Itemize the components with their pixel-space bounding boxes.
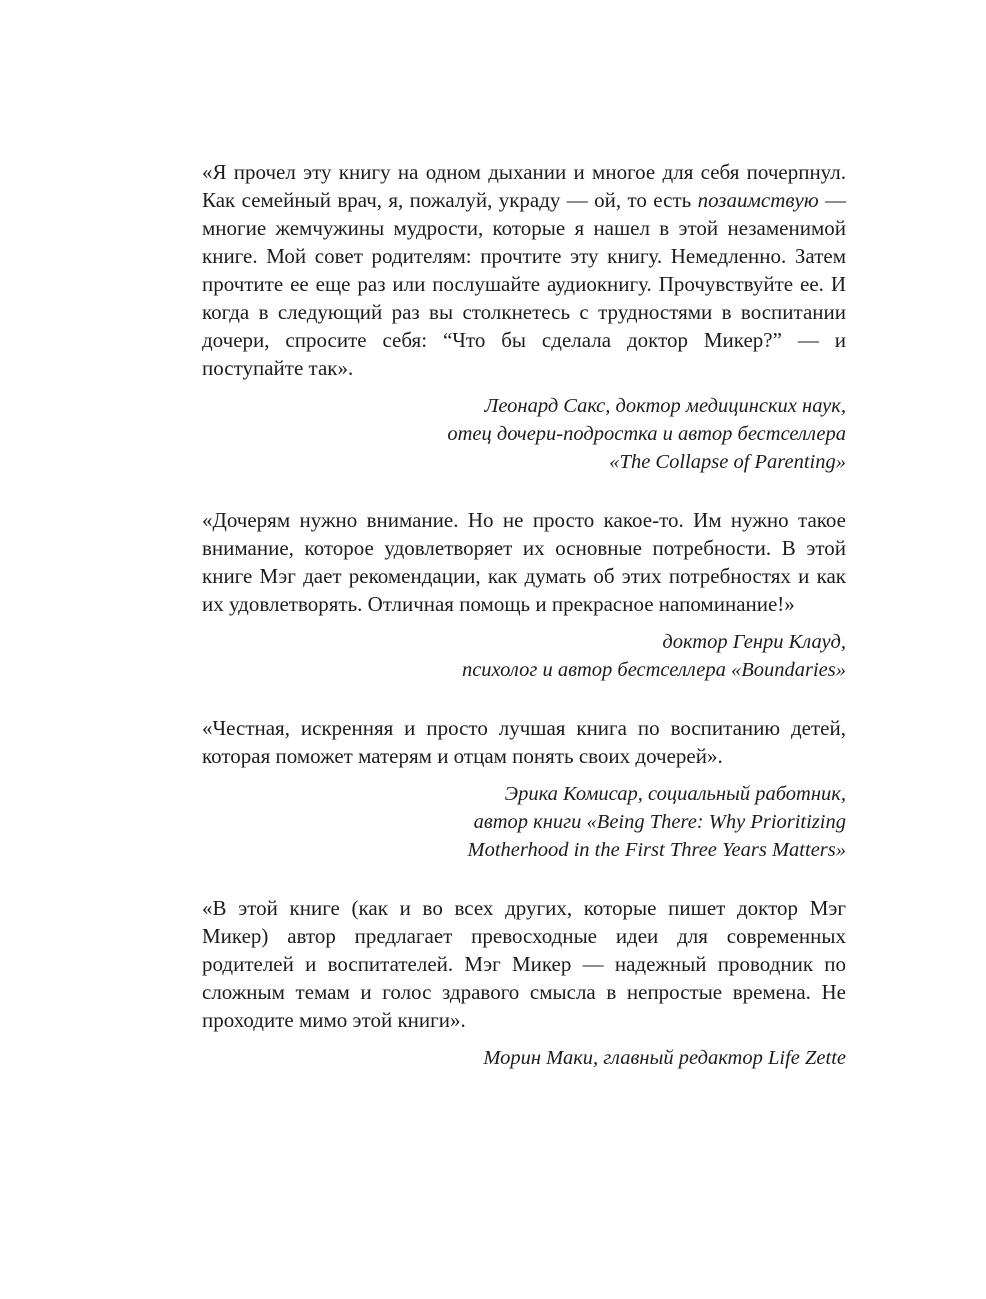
attribution-line: психолог и автор бестселлера «Boundaries» bbox=[461, 659, 846, 681]
quote-attribution bbox=[202, 392, 846, 476]
attribution-line: Морин Маки, главный редактор Life Zette bbox=[483, 1047, 846, 1069]
attribution-line: Леонард Сакс, доктор медицинских наук, bbox=[484, 395, 846, 417]
quote-text-part: «В этой книге (как и во всех других, которые пишет доктор Мэг Микер) автор предлагает превосходные идеи для современных родителей и воспитателей. Мэг Микер — надежный проводник по сложным темам и голос здравого смысла в непростые времена. Не проходите мимо этой книги». bbox=[202, 896, 846, 1032]
attribution-line: «The Collapse of Parenting» bbox=[609, 451, 846, 473]
attribution-line: Эрика Комисар, социальный работник, bbox=[504, 783, 846, 805]
quote-text-part: «Я прочел эту книгу на одном дыхании и многое для себя почерпнул. Как семейный врач, я, пожалуй, украду — ой, то есть bbox=[202, 160, 846, 212]
attribution-line: автор книги «Being There: Why Prioritizing bbox=[473, 811, 846, 833]
quote-text-part: — многие жемчужины мудрости, которые я нашел в этой незаменимой книге. Мой совет родителям: прочтите эту книгу. Немедленно. Затем прочтите ее еще раз или послушайте аудиокнигу. Прочувствуйте ее. И когда в следующий раз вы столкнетесь с трудностями в воспитании дочери, спросите себя: “Что бы сделала доктор Микер?” — и поступайте так». bbox=[202, 188, 847, 380]
quote-attribution bbox=[202, 780, 846, 864]
review-quote-2 bbox=[202, 506, 846, 684]
review-quote-3 bbox=[202, 714, 846, 864]
quote-italic-part: позаимствую bbox=[697, 188, 819, 212]
quote-text-part: «Дочерям нужно внимание. Но не просто какое-то. Им нужно такое внимание, которое удовлетворяет их основные потребности. В этой книге Мэг дает рекомендации, как думать об этих потребностях и как их удовлетворять. Отличная помощь и прекрасное напоминание!» bbox=[202, 508, 846, 616]
quote-text bbox=[202, 894, 846, 1034]
quote-text-part: «Честная, искренняя и просто лучшая книга по воспитанию детей, которая поможет матерям и отцам понять своих дочерей». bbox=[202, 716, 846, 768]
quote-attribution bbox=[202, 628, 846, 684]
quote-text bbox=[202, 714, 846, 770]
attribution-line: доктор Генри Клауд, bbox=[662, 631, 846, 653]
attribution-line: Motherhood in the First Three Years Matters» bbox=[467, 839, 846, 861]
quote-attribution bbox=[202, 1044, 846, 1072]
review-quote-1 bbox=[202, 158, 846, 476]
quote-text bbox=[202, 158, 846, 382]
review-quote-4 bbox=[202, 894, 846, 1072]
attribution-line: отец дочери-подростка и автор бестселлера bbox=[447, 423, 846, 445]
quote-text bbox=[202, 506, 846, 618]
